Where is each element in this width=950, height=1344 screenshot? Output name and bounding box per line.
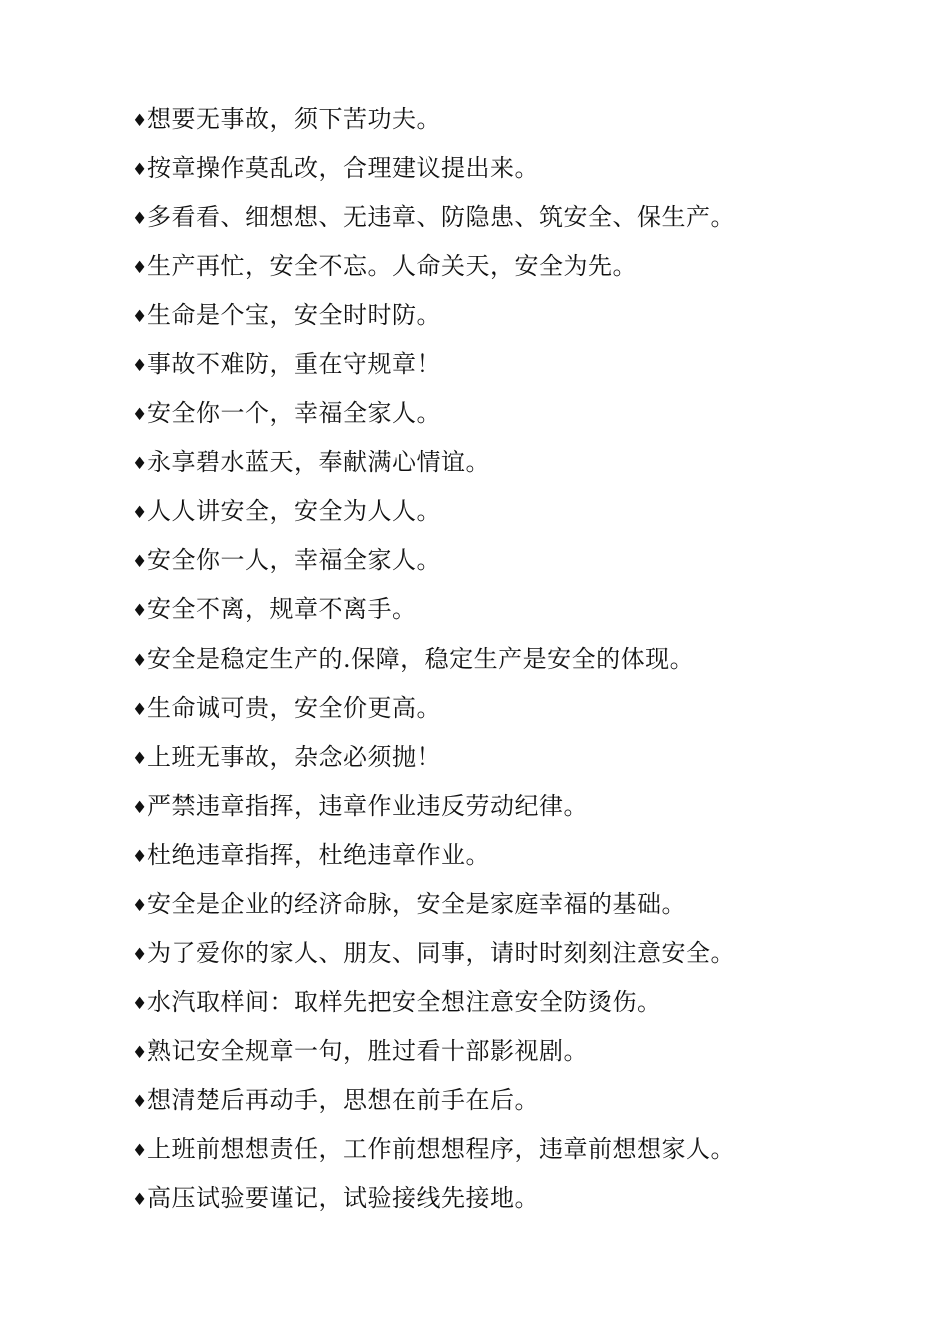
diamond-bullet-icon: ♦ [132, 944, 148, 965]
slogan-item [132, 295, 735, 344]
diamond-bullet-icon: ♦ [132, 209, 148, 230]
diamond-bullet-icon: ♦ [132, 650, 148, 671]
slogan-text: 严禁违章指挥，违章作业违反劳动纪律。 [147, 791, 588, 820]
slogan-item [132, 933, 735, 982]
diamond-bullet-icon: ♦ [132, 503, 148, 524]
slogan-text: 为了爱你的家人、朋友、同事，请时时刻刻注意安全。 [147, 938, 735, 967]
slogan-item [132, 1080, 735, 1129]
diamond-bullet-icon: ♦ [132, 1140, 148, 1161]
diamond-bullet-icon: ♦ [132, 1190, 148, 1211]
slogan-item [132, 639, 735, 688]
slogan-text: 按章操作莫乱改，合理建议提出来。 [147, 154, 539, 183]
diamond-bullet-icon: ♦ [132, 1042, 148, 1063]
diamond-bullet-icon: ♦ [132, 552, 148, 573]
slogan-item [132, 884, 735, 933]
slogan-text: 杜绝违章指挥，杜绝违章作业。 [147, 840, 490, 869]
slogan-text: 永享碧水蓝天，奉献满心情谊。 [147, 448, 490, 477]
diamond-bullet-icon: ♦ [132, 258, 148, 279]
slogan-item [132, 393, 735, 442]
slogan-item [132, 148, 735, 197]
slogan-item [132, 835, 735, 884]
diamond-bullet-icon: ♦ [132, 993, 148, 1014]
slogan-item [132, 589, 735, 638]
diamond-bullet-icon: ♦ [132, 846, 148, 867]
slogan-text: 水汽取样间：取样先把安全想注意安全防烫伤。 [147, 987, 662, 1016]
slogan-item [132, 197, 735, 246]
diamond-bullet-icon: ♦ [132, 405, 148, 426]
slogan-text: 上班无事故，杂念必须抛！ [147, 742, 441, 771]
slogan-item [132, 786, 735, 835]
slogan-text: 生命是个宝，安全时时防。 [147, 301, 441, 330]
slogan-item [132, 99, 735, 148]
diamond-bullet-icon: ♦ [132, 111, 148, 131]
diamond-bullet-icon: ♦ [132, 454, 148, 475]
diamond-bullet-icon: ♦ [132, 1091, 148, 1112]
slogan-item [132, 737, 735, 786]
slogan-item [132, 1178, 735, 1227]
diamond-bullet-icon: ♦ [132, 797, 148, 818]
slogan-item [132, 442, 735, 491]
diamond-bullet-icon: ♦ [132, 699, 148, 720]
slogan-text: 多看看、细想想、无违章、防隐患、筑安全、保生产。 [147, 203, 735, 232]
slogan-text: 高压试验要谨记，试验接线先接地。 [147, 1184, 539, 1213]
diamond-bullet-icon: ♦ [132, 356, 148, 377]
slogan-item [132, 1129, 735, 1178]
slogan-text: 生产再忙，安全不忘。人命关天，安全为先。 [147, 252, 637, 281]
diamond-bullet-icon: ♦ [132, 601, 148, 622]
slogan-list [132, 99, 735, 1227]
slogan-text: 上班前想想责任，工作前想想程序，违章前想想家人。 [147, 1134, 735, 1163]
slogan-text: 安全是企业的经济命脉，安全是家庭幸福的基础。 [147, 889, 686, 918]
slogan-text: 人人讲安全，安全为人人。 [147, 497, 441, 526]
slogan-item [132, 1031, 735, 1080]
slogan-text: 安全你一人，幸福全家人。 [147, 546, 441, 575]
slogan-text: 安全不离，规章不离手。 [147, 595, 417, 624]
slogan-item [132, 491, 735, 540]
slogan-text: 熟记安全规章一句，胜过看十部影视剧。 [147, 1036, 588, 1065]
slogan-item [132, 982, 735, 1031]
diamond-bullet-icon: ♦ [132, 160, 148, 181]
slogan-item [132, 688, 735, 737]
diamond-bullet-icon: ♦ [132, 307, 148, 328]
slogan-text: 安全是稳定生产的.保障，稳定生产是安全的体现。 [147, 644, 695, 673]
slogan-item [132, 540, 735, 589]
slogan-text: 生命诚可贵，安全价更高。 [147, 693, 441, 722]
slogan-item [132, 246, 735, 295]
slogan-text: 安全你一个，幸福全家人。 [147, 399, 441, 428]
diamond-bullet-icon: ♦ [132, 895, 148, 916]
slogan-text: 事故不难防，重在守规章！ [147, 350, 441, 379]
slogan-text: 想要无事故，须下苦功夫。 [147, 105, 441, 133]
slogan-text: 想清楚后再动手，思想在前手在后。 [147, 1085, 539, 1114]
slogan-item [132, 344, 735, 393]
diamond-bullet-icon: ♦ [132, 748, 148, 769]
